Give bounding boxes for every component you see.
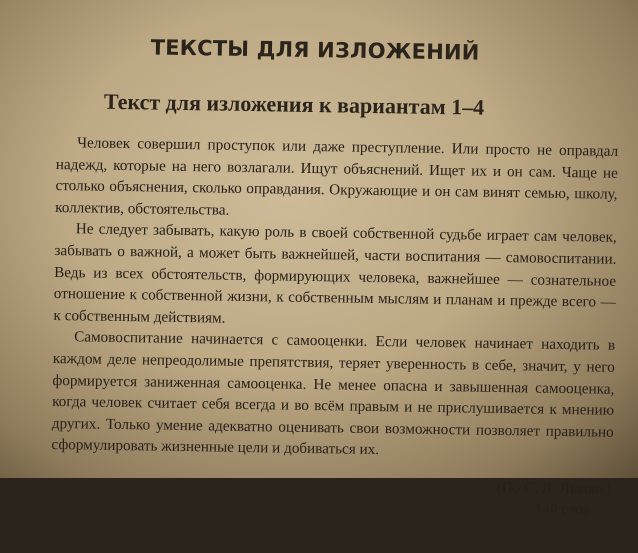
attribution: (По С. Л. Львову)	[496, 478, 611, 498]
paragraph-1: Человек совершил проступок или даже преступление. Или просто не оправдал надежд, которые на него возлагали. Ищут объяснений. Ищет их и он сам. Чаще не столько объяснения, сколько оправдания. Окружающие и он сам винят семью, школу, коллектив, обстоятельства.	[55, 134, 619, 219]
body-text	[51, 132, 618, 465]
section-title: ТЕКСТЫ ДЛЯ ИЗЛОЖЕНИЙ	[150, 35, 480, 65]
page-content	[50, 28, 620, 553]
word-count: 140 слов	[534, 500, 591, 519]
paragraph-2: Не следует забывать, какую роль в своей собственной судьбе играет сам человек, забывать о важной, а может быть важнейшей, части воспитания — самовоспитании. Ведь из всех обстоятельств, формирующих человека, важнейшее — сознательное отношение к собственной жизни, к собственным мыслям и планам и прежде всего — к собственным действиям.	[53, 220, 617, 327]
next-text-title: Текст для изложения к вариантам 5–8	[96, 518, 478, 550]
paragraph-3: Самовоспитание начинается с самооценки. Если человек начинает находить в каждом деле непреодолимые препятствия, теряет уверенность в себе, значит, у него формируется заниженная самооценка. Не менее опасна и завышенная самооценка, когда человек считает себя всегда и во всём правым и не прислушивается к мнению других. Только умение адекватно оценивать свои возможности позволяет правильно сформулировать жизненные цели и добиваться их.	[51, 328, 616, 459]
text-title: Текст для изложения к вариантам 1–4	[103, 88, 485, 120]
